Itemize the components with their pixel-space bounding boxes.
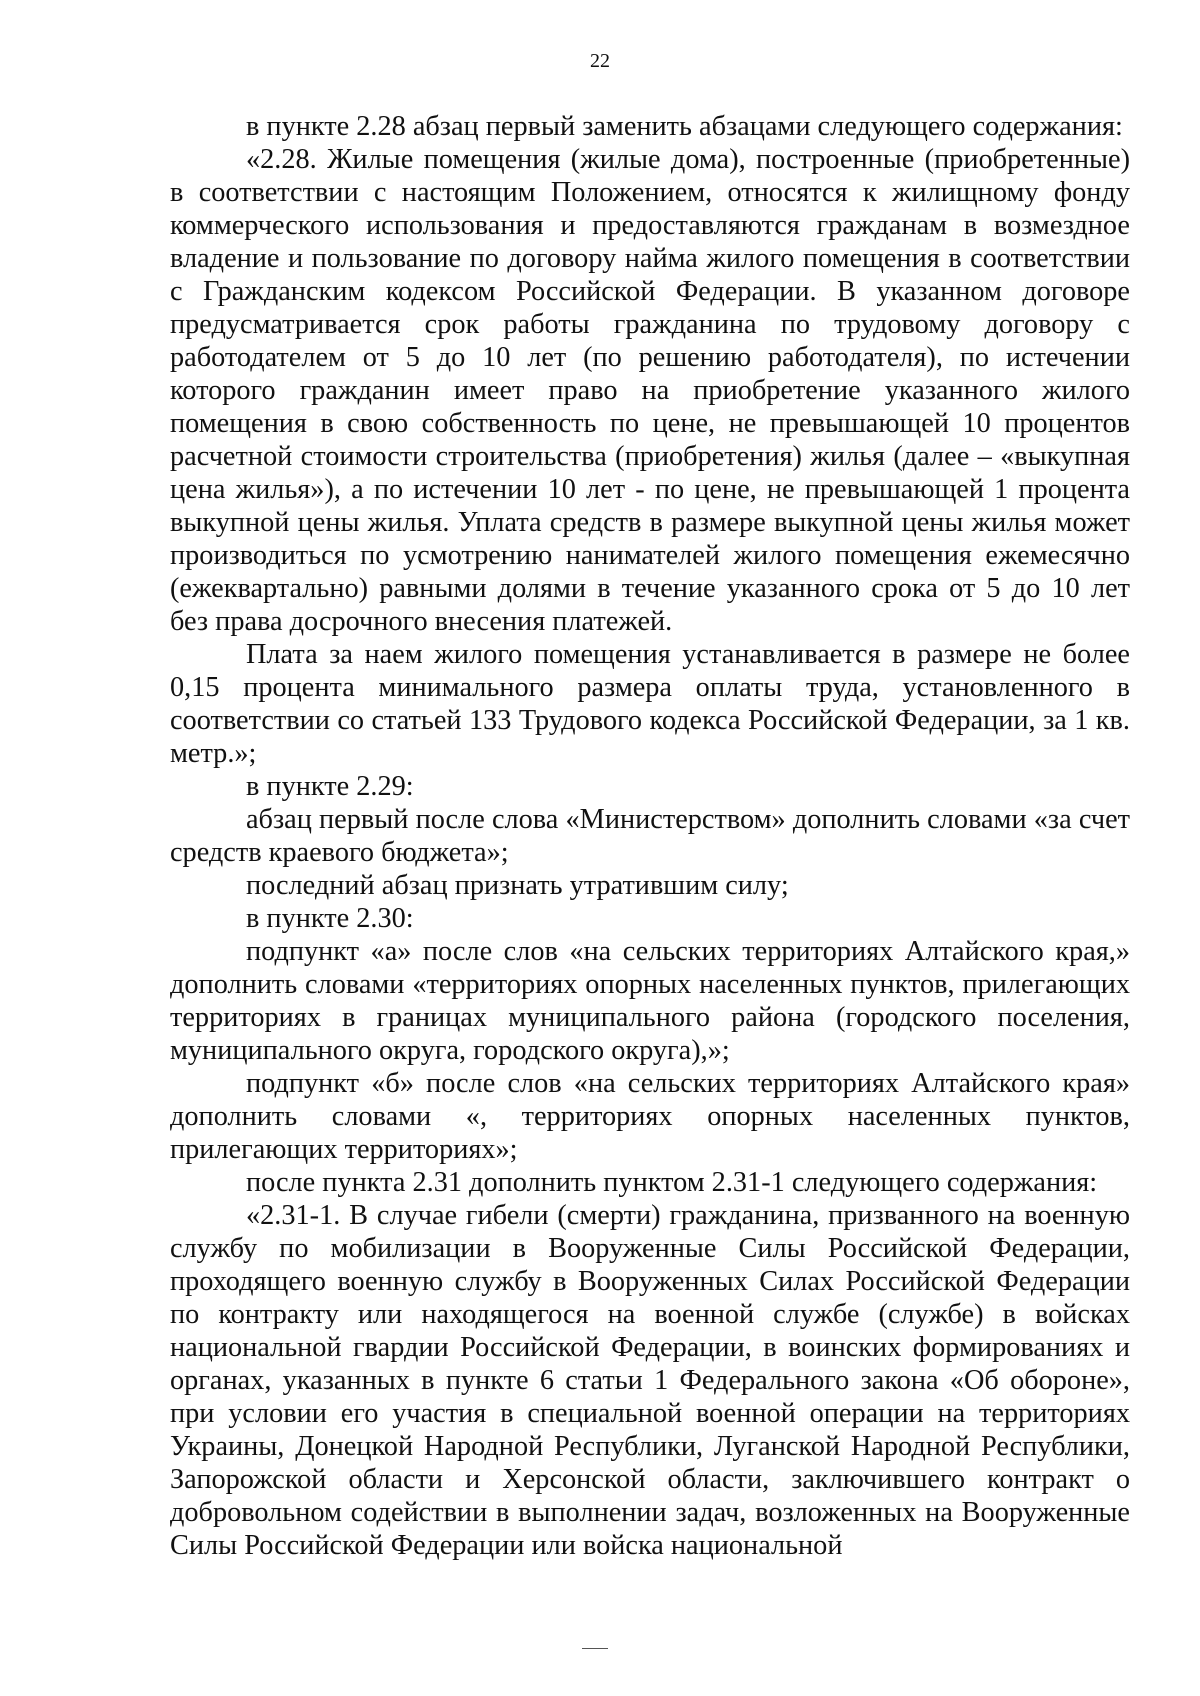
paragraph-2: «2.28. Жилые помещения (жилые дома), построенные (приобретенные) в соответствии с настоящим Положением, относятся к жилищному фонду коммерческого использования и предоставляются гражданам в возмездное владение и пользование по договору найма жилого помещения в соответствии с Гражданским кодексом Российской Федерации. В указанном договоре предусматривается срок работы гражданина по трудовому договору с работодателем от 5 до 10 лет (по решению работодателя), по истечении которого гражданин имеет право на приобретение указанного жилого помещения в свою собственность по цене, не превышающей 10 процентов расчетной стоимости строительства (приобретения) жилья (далее – «выкупная цена жилья»), а по истечении 10 лет - по цене, не превышающей 1 процента выкупной цены жилья. Уплата средств в размере выкупной цены жилья может производиться по усмотрению нанимателей жилого помещения ежемесячно (ежеквартально) равными долями в течение указанного срока от 5 до 10 лет без права досрочного внесения платежей. xyxy=(170,144,1130,637)
paragraph-7: в пункте 2.30: xyxy=(246,903,414,934)
page-number: 22 xyxy=(590,50,610,72)
paragraph-3: Плата за наем жилого помещения устанавливается в размере не более 0,15 процента минимального размера оплаты труда, установленного в соответствии со статьей 133 Трудового кодекса Российской Федерации, за 1 кв. метр.»; xyxy=(170,639,1130,769)
paragraph-8: подпункт «а» после слов «на сельских территориях Алтайского края,» дополнить словами «территориях опорных населенных пунктов, прилегающих территориях в границах муниципального района (городского поселения, муниципального округа, городского округа),»; xyxy=(170,936,1130,1066)
paragraph-11: «2.31-1. В случае гибели (смерти) гражданина, призванного на военную службу по мобилизации в Вооруженные Силы Российской Федерации, проходящего военную службу в Вооруженных Силах Российской Федерации по контракту или находящегося на военной службе (службе) в войсках национальной гвардии Российской Федерации, в воинских формированиях и органах, указанных в пункте 6 статьи 1 Федерального закона «Об обороне», при условии его участия в специальной военной операции на территориях Украины, Донецкой Народной Республики, Луганской Народной Республики, Запорожской области и Херсонской области, заключившего контракт о добровольном содействии в выполнении задач, возложенных на Вооруженные Силы Российской Федерации или войска национальной xyxy=(170,1200,1130,1561)
paragraph-1: в пункте 2.28 абзац первый заменить абзацами следующего содержания: xyxy=(246,111,1123,142)
bottom-scan-mark xyxy=(582,1648,608,1649)
paragraph-5: абзац первый после слова «Министерством» дополнить словами «за счет средств краевого бюджета»; xyxy=(170,804,1130,868)
paragraph-6: последний абзац признать утратившим силу; xyxy=(246,870,789,901)
document-body xyxy=(170,110,1130,1562)
paragraph-10: после пункта 2.31 дополнить пунктом 2.31-1 следующего содержания: xyxy=(246,1167,1098,1198)
paragraph-9: подпункт «б» после слов «на сельских территориях Алтайского края» дополнить словами «, территориях опорных населенных пунктов, прилегающих территориях»; xyxy=(170,1068,1130,1165)
paragraph-4: в пункте 2.29: xyxy=(246,771,414,802)
